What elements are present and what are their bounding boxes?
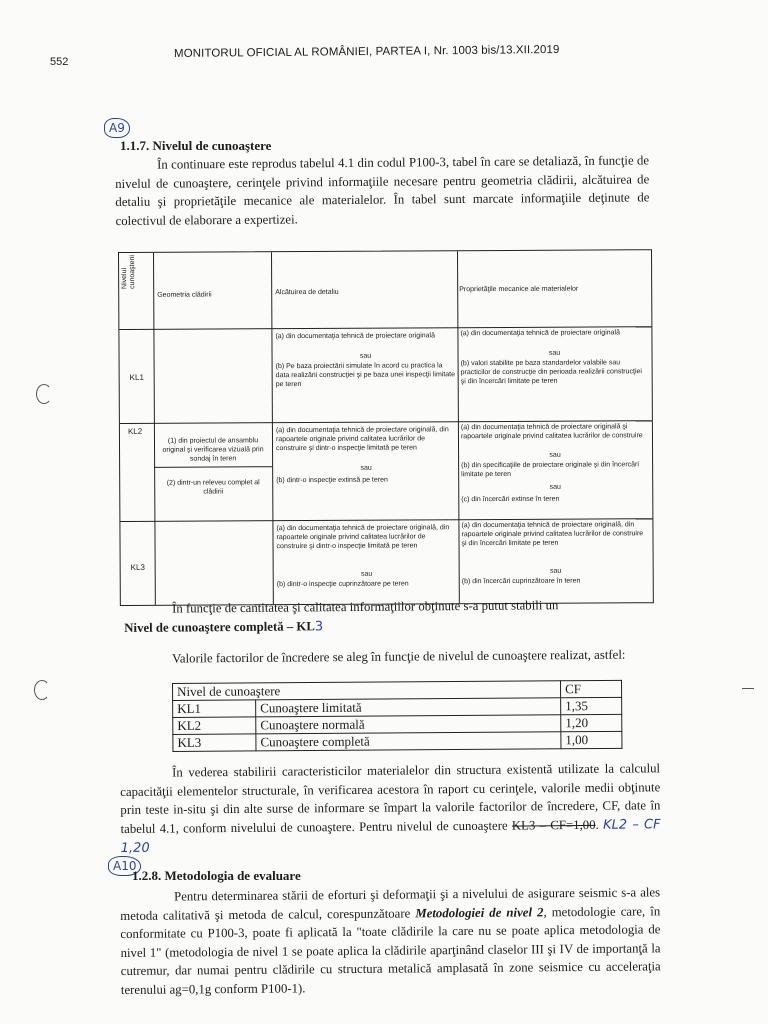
kl3-materials-sau: sau bbox=[550, 567, 562, 575]
cf-value: 1,35 bbox=[561, 697, 622, 714]
material-values-paragraph: În vederea stabilirii caracteristicilor materialelor din structura existentă utilizate la calculul capacităţii elementelor structurale, în verificarea acestora în raport cu cerinţele, valorile medii obţinute prin teste in-situ şi din alte surse de informare se împart la valorile factorilor de încredere, CF, date în tabelul 4.1, conform nivelului de cunoaştere. Pentru nivelul de cunoaştere KL3 – CF=1,00. KL2 – CF 1,20 bbox=[120, 761, 661, 856]
geometry-option-1: (1) din proiectul de ansamblu original şi verificarea vizuală prin sondaj în teren bbox=[162, 437, 264, 463]
header-detailing: Alcătuirea de detaliu bbox=[275, 288, 339, 297]
kl1-detail-a: (a) din documentaţia tehnică de proiectare originală bbox=[275, 332, 436, 341]
methodology-paragraph bbox=[120, 883, 661, 999]
struck-text: KL3 – CF=1,00 bbox=[511, 817, 596, 833]
intro-paragraph: În continuare este reprodus tabelul 4.1 din codul P100-3, tabel în care se detaliază, în funcţie de nivelul de cunoaştere, cerinţele privind informaţiile necesare pentru geometria clădirii, alcătuirea de detaliu şi proprietăţile mecanice ale materialelor. În tabel sunt marcate informaţiile deţinute de colectivul de elaborare a expertizei. bbox=[115, 153, 650, 228]
kl1-detail-sau: sau bbox=[359, 352, 372, 360]
kl3-detail-sau: sau bbox=[361, 570, 373, 578]
handwritten-level-digit: 3 bbox=[314, 618, 324, 634]
header-geometry: Geometria clădirii bbox=[157, 291, 212, 299]
conclusion-line-1: În funcţie de cantitatea şi calitatea informaţiilor obţinute s-a putut stabili un bbox=[172, 598, 559, 616]
level-kl3: KL3 bbox=[130, 562, 145, 572]
confidence-factors-intro: Valorile factorilor de încredere se aleg în funcţie de nivelul de cunoaştere realizat, astfel: bbox=[172, 647, 626, 666]
material-values-text: În vederea stabilirii caracteristicilor materialelor din structura existentă utilizate la calculul capacităţii elementelor structurale, în verificarea acestora în raport cu cerinţele, valorile medii obţinute prin teste in-situ şi din alte surse de informare se împart la valorile factorilor de încredere, CF, date în tabelul 4.1, conform nivelului de cunoaştere. Pentru nivelul de cunoaştere bbox=[120, 761, 661, 836]
margin-dash bbox=[742, 688, 754, 689]
kl1-detail-b: (b) Pe baza proiectării simulate în acord cu practica la data realizării construcţiei şi pe baza unei inspecţii limitate pe teren bbox=[275, 362, 456, 389]
binding-hole-mark bbox=[34, 680, 50, 700]
cf-level: KL3 bbox=[173, 734, 256, 752]
handwritten-annotation-a10: A10 bbox=[108, 856, 141, 876]
knowledge-conclusion bbox=[124, 595, 660, 638]
level-kl2: KL2 bbox=[127, 426, 143, 436]
methodology-text-end: , metodologie care, în conformitate cu P100-3, poate fi aplicată la "toate clădirile la care nu se poate aplica metodologia de nivel 1" (metodologia de nivel 1 se poate aplica la clădirile aparţinând claselor III şi IV de importanţă la cutremur, dar numai pentru clădirile cu structura metalică amplasată în zone seismice cu acceleraţia terenului ag=0,1g conform P100-1). bbox=[120, 903, 661, 997]
kl2-detail-a: (a) din documentaţia tehnică de proiectare originală, din rapoartele originale privind calitatea lucrărilor de construire şi dintr-o inspecţie limitată pe teren bbox=[275, 426, 449, 453]
knowledge-level-table bbox=[118, 249, 654, 606]
kl3-detail-b: (b) dintr-o inspecţie cuprinzătoare pe teren bbox=[276, 580, 409, 589]
kl2-detail-b: (b) dintr-o inspecţie extinsă pe teren bbox=[276, 476, 388, 485]
cf-value: 1,00 bbox=[561, 731, 622, 748]
kl2-materials-a: (a) din documentaţia tehnică de proiectare originală şi rapoartele originale privind calitatea lucrărilor de construire bbox=[460, 423, 643, 441]
page-number: 552 bbox=[50, 56, 69, 68]
kl1-materials-a: (a) din documentaţia tehnică de proiectare originală bbox=[460, 329, 620, 338]
gazette-header: MONITORUL OFICIAL AL ROMÂNIEI, PARTEA I, Nr. 1003 bis/13.XII.2019 bbox=[173, 43, 560, 60]
kl3-materials-a: (a) din documentaţia tehnică de proiectare originală, din rapoartele originale privind calitatea lucrărilor de construire şi din încercări limitate pe teren bbox=[461, 521, 644, 548]
level-kl1: KL1 bbox=[129, 372, 144, 382]
section-title-knowledge-level: 1.1.7. Nivelul de cunoaştere bbox=[120, 138, 272, 153]
kl2-materials-b: (b) din specificaţiile de proiectare originale şi din încercări limitate pe teren bbox=[461, 461, 639, 479]
methodology-emphasis: Metodologiei de nivel 2 bbox=[415, 904, 544, 920]
handwritten-annotation-a9: A9 bbox=[104, 118, 130, 138]
cf-description: Cunoaştere normală bbox=[256, 715, 561, 734]
kl2-materials-sau-1: sau bbox=[549, 451, 561, 459]
header-cf: CF bbox=[560, 680, 621, 697]
methodology-text-start: Pentru determinarea stării de eforturi şi deformaţii şi a nivelului de asigurare seismic s-a ales metoda calitativă şi metoda de calcul, corespunzătoare bbox=[120, 885, 661, 923]
kl3-materials-b: (b) din încercări cuprinzătoare în teren bbox=[461, 577, 581, 586]
confidence-factor-table bbox=[172, 680, 622, 752]
kl1-materials-b: (b) valori stabilite pe baza standardelor valabile sau practicilor de construcţie din perioada realizării construcţiei şi din încercări limitate pe teren bbox=[460, 359, 642, 386]
kl1-materials-sau: sau bbox=[548, 349, 561, 357]
table-row bbox=[173, 731, 622, 751]
header-knowledge-level-cf: Nivel de cunoaştere bbox=[173, 681, 561, 701]
cf-level: KL1 bbox=[173, 700, 256, 718]
header-knowledge-level: Nivelul cunoaşterii bbox=[121, 255, 137, 289]
cf-description: Cunoaştere completă bbox=[256, 732, 561, 751]
geometry-option-2: (2) dintr-un releveu complet al clădirii bbox=[166, 479, 260, 496]
kl2-materials-sau-2: sau bbox=[549, 483, 561, 491]
kl2-detail-sau: sau bbox=[360, 464, 372, 472]
header-materials: Proprietăţile mecanice ale materialelor bbox=[459, 285, 579, 294]
kl2-materials-c: (c) din încercări extinse în teren bbox=[461, 495, 560, 504]
cf-level: KL2 bbox=[173, 717, 256, 735]
cf-description: Cunoaştere limitată bbox=[256, 698, 561, 717]
kl3-detail-a: (a) din documentaţia tehnică de proiectare originală, din rapoartele originale privind calitatea lucrărilor de construire şi dintr-o inspecţie limitată pe teren bbox=[276, 524, 450, 551]
binding-hole-mark bbox=[36, 384, 52, 404]
handwritten-correction: KL2 – CF 1,20 bbox=[120, 816, 661, 856]
cf-value: 1,20 bbox=[561, 714, 622, 731]
conclusion-line-2: Nivel de cunoaştere completă – KL bbox=[124, 618, 315, 635]
section-title-methodology: 1.2.8. Metodologia de evaluare bbox=[132, 868, 301, 883]
